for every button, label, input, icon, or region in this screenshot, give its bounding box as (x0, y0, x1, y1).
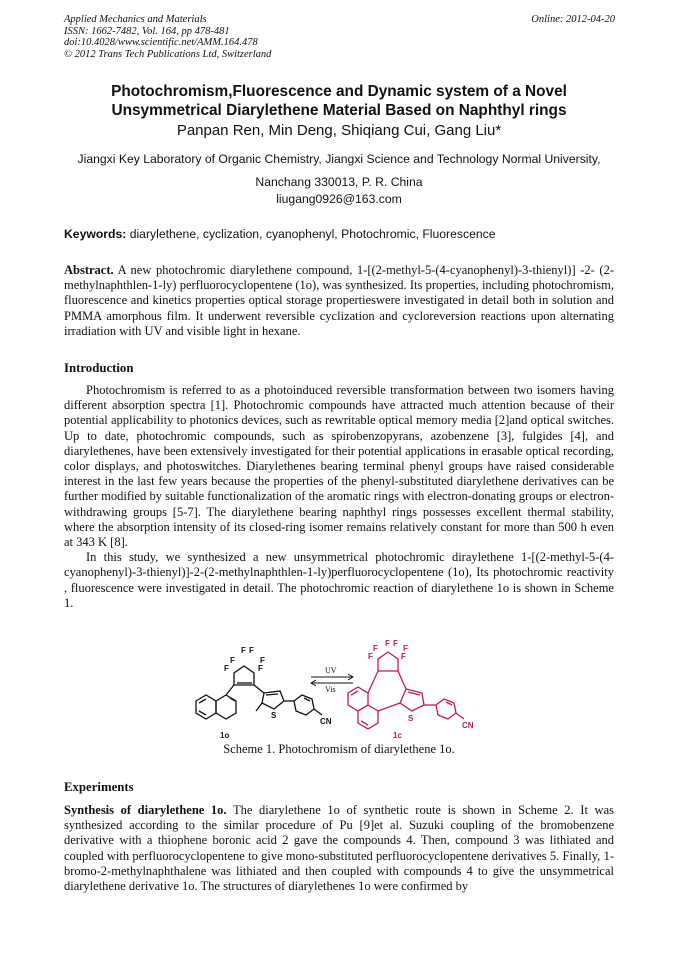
abstract-label: Abstract. (64, 263, 114, 277)
experiments-paragraph (64, 803, 614, 894)
title-line-1: Photochromism,Fluorescence and Dynamic system of a Novel (111, 83, 567, 100)
keywords (64, 227, 624, 241)
abstract-text: A new photochromic diarylethene compound, 1-[(2-methyl-5-(4-cyanophenyl)-3-thienyl)] -2- (2-methylnaphthlen-1-ly) perfluorocyclopentene (1o), was synthesized. Its properties, including photochromism, fluorescence and kinetics properties optical storage propertieswere investigated in detail both in solution and PMMA amorphous film. It underwent reversible cyclization and cycloreversion reactions upon alternating irradiation with UV and visible light in hexane. (64, 263, 614, 338)
sulfur-label: S (271, 711, 277, 720)
issn-line: ISSN: 1662-7482, Vol. 164, pp 478-481 (64, 25, 230, 37)
fluorine-label: F (249, 646, 254, 655)
compound-label-open: 1o (220, 731, 230, 740)
experiments-text: The diarylethene 1o of synthetic route is shown in Scheme 2. It was synthesized according to the similar procedure of Pu [9]et al. Suzuki coupling of the bromobenzene derivative with a thiophene boronic acid 2 gave the compounds 4. Then, compound 3 was lithiated and coupled with perfluorocyclopentene to give mono-substituted perfluorocyclopentene derivatives 5. Finally, 1-bromo-2-methylnaphthalene was lithiated and then coupled with compounds 4 to give the unsymmetrical diarylethene derivative 1o. The structures of diarylethenes 1o were confirmed by (64, 803, 614, 894)
closed-isomer-structure (348, 652, 464, 729)
scheme-1-figure (186, 639, 516, 741)
doi-line: doi:10.4028/www.scientific.net/AMM.164.478 (64, 37, 258, 49)
intro-heading: Introduction (64, 361, 134, 375)
intro-paragraph-1: Photochromism is referred to as a photoinduced reversible transformation between two isomers having different absorption spectra [1]. Photochromic compounds have attracted much attention because of their potential applicability to photonics devices, such as rewritable optical memory media [2]and optical switches. Up to date, photochromic compounds, such as spirobenzopyrans, azobenzene [3], fulgides [4], and diarylethenes, have been extensively investigated for their potential applications in erasable optical recording, color displays, and photoswitches. Diarylethenes bearing terminal phenyl groups have raised considerable interest in the last few years because the properties of the phenyl-substituted diarylethene derivatives can be further modified by suitable functionalization of the aromatic rings with electron-donating groups or electron-withdrawing groups [5-7]. The diarylethene bearing naphthyl rings possesses excellent thermal stability, where the absorption intensity of its closed-ring isomer remains relatively constant for more than 500 h even at 343 K [8]. (64, 383, 614, 550)
uv-label: UV (325, 666, 337, 675)
journal-header (64, 14, 271, 60)
scheme-caption: Scheme 1. Photochromism of diarylethene 1o. (223, 742, 455, 756)
fluorine-label: F (241, 646, 246, 655)
journal-name: Applied Mechanics and Materials (64, 14, 207, 25)
open-isomer-structure (196, 666, 322, 719)
affiliation-line-1: Jiangxi Key Laboratory of Organic Chemistry, Jiangxi Science and Technology Normal University, (77, 152, 601, 166)
fluorine-label: F (403, 644, 408, 653)
fluorine-label: F (230, 656, 235, 665)
intro-paragraph-2: In this study, we synthesized a new unsymmetrical photochromic diraylethene 1-[(2-methyl-5-(4-cyanophenyl)-3-thienyl)]-2-(2-methylnaphthlen-1-ly)perfluorocyclopentene (1o), Its photochromic reactivity , fluorescence were investigated in detail. The photochromic reaction of diarylethene 1o is shown in Scheme 1. (64, 550, 614, 610)
authors: Panpan Ren, Min Deng, Shiqiang Cui, Gang Liu* (176, 122, 502, 139)
fluorine-label: F (260, 656, 265, 665)
paper-title (50, 82, 628, 120)
fluorine-label: F (224, 664, 229, 673)
affiliation (56, 148, 622, 193)
fluorine-label: F (373, 644, 378, 653)
fluorine-label: F (385, 639, 390, 648)
fluorine-label: F (258, 664, 263, 673)
abstract (64, 263, 614, 339)
intro-body (64, 383, 614, 611)
fluorine-label: F (368, 652, 373, 661)
fluorine-label: F (401, 652, 406, 661)
affiliation-line-2: Nanchang 330013, P. R. China (255, 174, 423, 189)
experiments-heading: Experiments (64, 780, 134, 794)
keywords-label: Keywords: (64, 227, 127, 241)
compound-label-closed: 1c (393, 731, 402, 740)
cyano-label: CN (320, 717, 332, 726)
vis-label: Vis (325, 685, 336, 694)
email: liugang0926@163.com (276, 192, 402, 206)
experiments-body (64, 803, 614, 894)
synthesis-subheading: Synthesis of diarylethene 1o. (64, 803, 227, 817)
title-line-2: Unsymmetrical Diarylethene Material Based on Naphthyl rings (111, 102, 567, 119)
online-date: Online: 2012-04-20 (531, 14, 615, 25)
copyright-line: © 2012 Trans Tech Publications Ltd, Switzerland (64, 48, 272, 60)
sulfur-label: S (408, 714, 414, 723)
keywords-text: diarylethene, cyclization, cyanophenyl, Photochromic, Fluorescence (126, 227, 496, 241)
fluorine-label: F (393, 639, 398, 648)
cyano-label: CN (462, 721, 474, 730)
